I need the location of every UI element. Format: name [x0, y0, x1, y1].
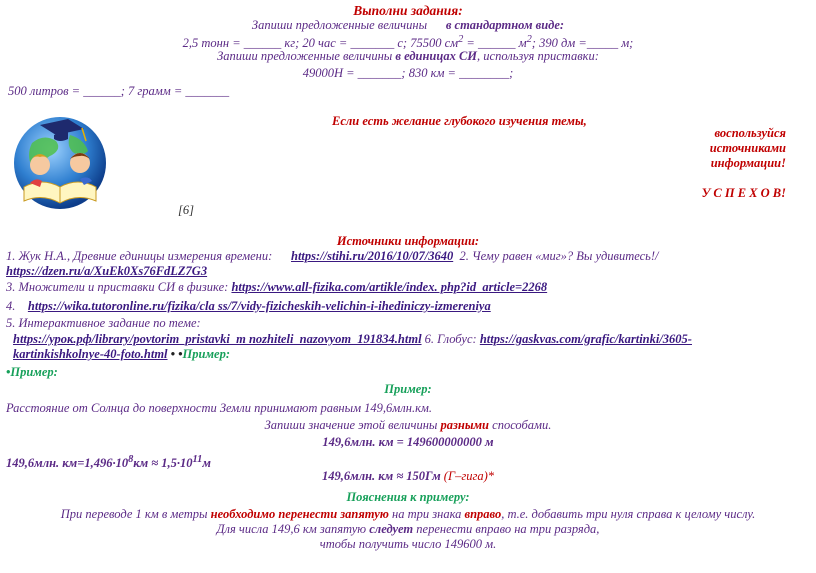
task-line-liters: 500 литров = ______; 7 грамм = _______: [8, 84, 230, 98]
eq-note: (Г–гига)*: [443, 469, 494, 483]
interest-sources: источниками: [709, 141, 786, 155]
source-text: 1. Жук Н.А., Древние единицы измерения времени:: [6, 249, 273, 263]
source-1-link[interactable]: https://stihi.ru/2016/10/07/3640: [291, 249, 454, 263]
example-eq-1: 149,6млн. км = 149600000000 м: [322, 435, 494, 449]
eq-part: м: [202, 456, 211, 471]
source-2-link-line: [6, 264, 207, 279]
eq-part: 149,6млн. км ≈ 150Гм: [322, 469, 441, 483]
explain-text: перенести вправо на три разряда,: [413, 522, 600, 536]
source-6-link[interactable]: https://gaskvas.com/grafic/kartinki/3605-: [479, 332, 692, 346]
explain-text: Для числа 149,6 км запятую: [216, 522, 367, 536]
source-5-6: [13, 332, 692, 347]
good-luck: У С П Е Х О В!: [701, 186, 786, 200]
explain-title: Пояснения к примеру:: [346, 490, 470, 504]
source-6-cont: [13, 347, 230, 362]
tasks-title: Выполни задания:: [353, 3, 463, 18]
task-text: ; 390 дм =_____ м;: [531, 36, 634, 51]
task-text: 2,5 тонн = ______ кг; 20 час = _______ с; 75500 см: [182, 36, 459, 51]
explain-text: При переводе 1 км в метры: [60, 507, 208, 521]
example-emphasis: разными: [440, 418, 490, 432]
superscript: 8: [128, 454, 134, 465]
source-3-link[interactable]: https://www.all-fizika.com/artikle/index. php?id_article=2268: [231, 280, 548, 294]
explain-line-1: [0, 507, 816, 522]
source-2-link[interactable]: https://dzen.ru/a/XuEk0Xs76FdLZ7G3: [6, 264, 208, 278]
source-number: 4.: [6, 299, 16, 313]
interest-info: информации!: [710, 156, 786, 170]
superscript: 2: [458, 34, 464, 45]
example-text: способами.: [492, 418, 552, 432]
example-line-2: [0, 418, 816, 433]
source-5: 5. Интерактивное задание по теме:: [6, 316, 201, 330]
interest-line: Если есть желание глубокого изучения темы,: [332, 114, 587, 128]
task-text: = ______ м: [463, 36, 527, 51]
task-line-si: [0, 49, 816, 64]
explain-text: , т.е. добавить три нуля справа к целому числу.: [501, 507, 756, 521]
source-text: 3. Множители и приставки СИ в физике:: [6, 280, 229, 294]
explain-emphasis: необходимо перенести запятую: [210, 507, 389, 521]
explain-line-3: чтобы получить число 149600 м.: [319, 537, 497, 551]
task-emphasis: в единицах СИ: [395, 49, 478, 63]
example-line-1: Расстояние от Солнца до поверхности Земли принимают равным 149,6млн.км.: [6, 401, 433, 415]
eq-part: км ≈ 1,5·10: [133, 456, 193, 471]
example-inline-label: Пример:: [182, 347, 230, 361]
globe-kids-illustration: [10, 113, 110, 213]
task-text: Запиши предложенные величины: [217, 49, 393, 63]
task-emphasis: в стандартном виде:: [445, 18, 565, 32]
superscript: 11: [192, 454, 203, 465]
eq-part: 149,6млн. км=1,496·10: [6, 456, 129, 471]
bullet-marks: • •: [170, 347, 183, 361]
sources-title: Источники информации:: [336, 234, 480, 248]
image-ref: [6]: [178, 203, 194, 217]
superscript: 2: [526, 34, 532, 45]
example-title: Пример:: [384, 382, 432, 396]
source-6-link-cont[interactable]: kartinkishkolnye-40-foto.html: [13, 347, 168, 361]
source-text: 6. Глобус:: [424, 332, 477, 346]
explain-line-2: [0, 522, 816, 537]
example-bullet-label: •Пример:: [6, 365, 58, 379]
source-4-link[interactable]: https://wika.tutoronline.ru/fizika/cla ss/7/vidy-fizicheskih-velichin-i-ihediniczy-izmereniya: [27, 299, 491, 313]
task-text: Запиши предложенные величины: [251, 18, 428, 32]
source-text: 2. Чему равен «миг»? Вы удивитесь!/: [459, 249, 659, 263]
explain-emphasis: вправо: [464, 507, 502, 521]
example-text: Запиши значение этой величины: [264, 418, 438, 432]
task-line-standard-form: [0, 18, 816, 33]
task-text: , используя приставки:: [477, 49, 599, 63]
explain-text: на три знака: [392, 507, 462, 521]
source-3: [6, 280, 547, 295]
source-5-link[interactable]: https://урок.рф/library/povtorim_pristavki_m nozhiteli_nazovyom_191834.html: [13, 332, 422, 346]
task-line-prefixes: 49000Н = _______; 830 км = ________;: [302, 66, 514, 80]
example-eq-3: [0, 469, 816, 484]
source-4: [6, 299, 491, 314]
source-1-2: [6, 249, 796, 264]
interest-use: воспользуйся: [714, 126, 786, 140]
explain-emphasis: следует: [369, 522, 414, 536]
